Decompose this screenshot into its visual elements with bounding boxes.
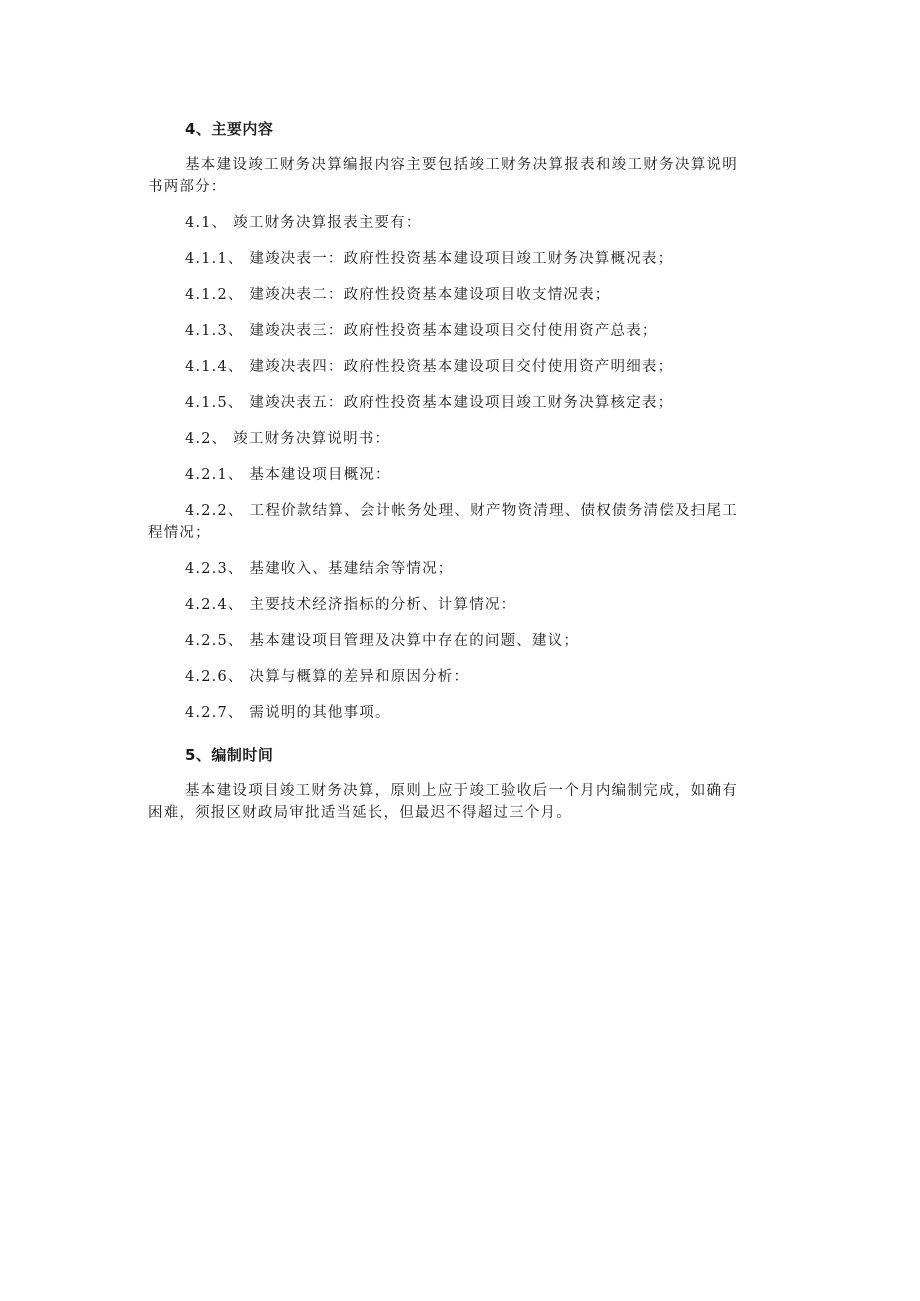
list-item-4-1-5: 4.1.5、 建竣决表五：政府性投资基本建设项目竣工财务决算核定表； xyxy=(185,395,674,411)
list-item-4-2-7: 4.2.7、 需说明的其他事项。 xyxy=(185,705,391,721)
list-item-4-2-1: 4.2.1、 基本建设项目概况： xyxy=(185,467,391,483)
list-item-4-2-3: 4.2.3、 基建收入、基建结余等情况； xyxy=(185,561,454,577)
section-5-body: 基本建设项目竣工财务决算，原则上应于竣工验收后一个月内编制完成，如确有困难，须报区财政局审批适当延长，但最迟不得超过三个月。 xyxy=(148,783,738,821)
list-item-4-1-1: 4.1.1、 建竣决表一：政府性投资基本建设项目竣工财务决算概况表； xyxy=(185,251,674,267)
section-4-heading: 4、主要内容 xyxy=(185,120,274,138)
list-item-4-1-2: 4.1.2、 建竣决表二：政府性投资基本建设项目收支情况表； xyxy=(185,287,611,303)
list-item-4-2-2: 4.2.2、 工程价款结算、会计帐务处理、财产物资清理、债权债务清偿及扫尾工程情况； xyxy=(148,503,738,541)
list-item-4-2-6: 4.2.6、 决算与概算的差异和原因分析： xyxy=(185,669,470,685)
section-5-heading: 5、编制时间 xyxy=(185,746,274,764)
subsection-4-2-title: 4.2、 竣工财务决算说明书： xyxy=(185,431,391,447)
subsection-4-1-title: 4.1、 竣工财务决算报表主要有： xyxy=(185,215,422,231)
list-item-4-1-4: 4.1.4、 建竣决表四：政府性投资基本建设项目交付使用资产明细表； xyxy=(185,359,674,375)
document-body xyxy=(148,118,738,838)
list-item-4-1-3: 4.1.3、 建竣决表三：政府性投资基本建设项目交付使用资产总表； xyxy=(185,323,658,339)
list-item-4-2-5: 4.2.5、 基本建设项目管理及决算中存在的问题、建议； xyxy=(185,633,580,649)
list-item-4-2-4: 4.2.4、 主要技术经济指标的分析、计算情况： xyxy=(185,597,517,613)
section-4-intro: 基本建设竣工财务决算编报内容主要包括竣工财务决算报表和竣工财务决算说明书两部分： xyxy=(148,157,738,195)
